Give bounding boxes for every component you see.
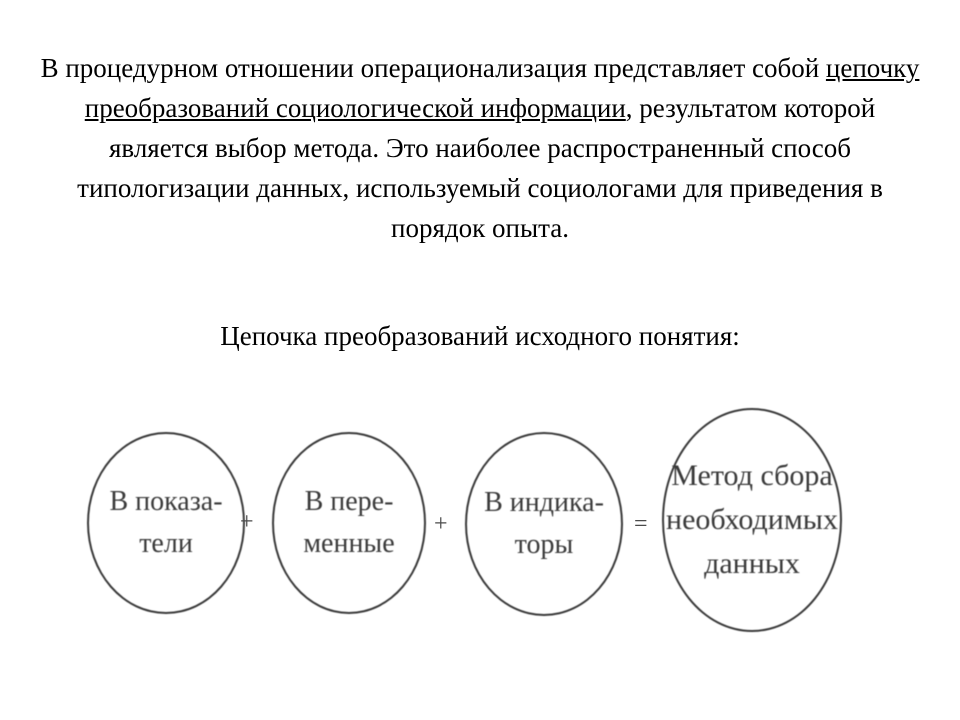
node-2-line-2: менные: [303, 528, 395, 559]
plus-operator-2: +: [434, 511, 448, 537]
node-4-line-3: данных: [704, 547, 800, 580]
diagram-caption: Цепочка преобразований исходного понятия:: [220, 321, 740, 351]
intro-paragraph: [40, 48, 920, 248]
node-indicators-circle: [87, 432, 245, 614]
node-2-line-1: В пере-: [304, 486, 394, 517]
plus-operator-1: +: [240, 509, 254, 535]
node-method-circle: [662, 408, 842, 632]
paragraph-text-start: В процедурном отношении операционализация представляет собой: [40, 53, 826, 83]
node-4-line-2: необходимых: [666, 503, 838, 536]
paragraph-text-end: , результатом которой является выбор метода. Это наиболее распространенный способ типологизации данных, используемый социологами для приведения в порядок опыта.: [77, 93, 883, 243]
node-1-line-2: тели: [139, 528, 193, 559]
node-indicators-2-circle: [465, 432, 623, 616]
equals-operator: =: [634, 511, 648, 537]
node-variables-circle: [272, 432, 426, 614]
node-1-line-1: В показа-: [109, 486, 223, 517]
node-3-line-2: торы: [514, 529, 574, 560]
node-3-line-1: В индика-: [484, 487, 604, 518]
node-4-line-1: Метод сбора: [671, 459, 833, 492]
paragraph-underlined-phrase: цепочку преобразований социологической информации: [84, 53, 920, 123]
